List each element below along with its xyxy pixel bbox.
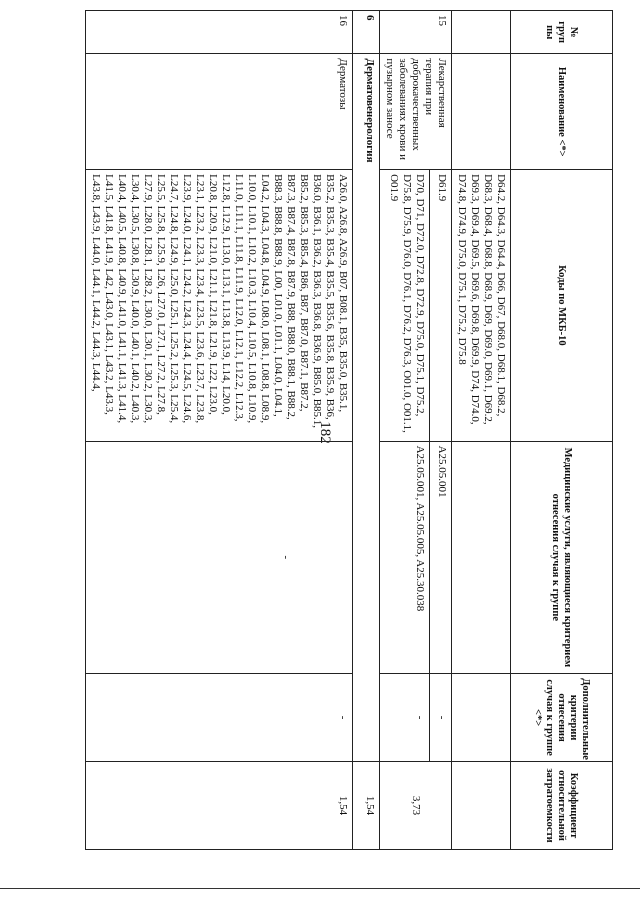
cell-codes: A26.0, A26.8, A26.9, B07, B08.1, B35, B35.0, B35.1, B35.2, B35.3, B35.4, B35.5, B35.6, B35.8, B35.9, B36, B36.0, B36.1, B36.2, B36.3, B36.8, B36.9, B85.0, B85.1, B85.2, B85.3, B85.4, B86, B87, B87.0, B87.1, B87.2, B87.3, B87.4, B87.8, B87.9, B88, B88.0, B88.1, B88.2, B88.3, B88.8, B88.9, L00, L01.0, L01.1, L04.0, L04.1, L04.2, L04.3, L04.8, L04.9, L08.0, L08.1, L08.8, L08.9, L10.0, L10.1, L10.2, L10.3, L10.4, L10.5, L10.8, L10.9, L11.0, L11.1, L11.8, L11.9, L12.0, L12.1, L12.2, L12.3, L12.8, L12.9, L13.0, L13.1, L13.8, L13.9, L14, L20.0, L20.8, L20.9, L21.0, L21.1, L21.8, L21.9, L22, L23.0, L23.1, L23.2, L23.3, L23.4, L23.5, L23.6, L23.7, L23.8, L23.9, L24.0, L24.1, L24.2, L24.3, L24.4, L24.5, L24.6, L24.7, L24.8, L24.9, L25.0, L25.1, L25.2, L25.3, L25.4, L25.5, L25.8, L25.9, L26, L27.0, L27.1, L27.2, L27.8, L27.9, L28.0, L28.1, L28.2, L30.0, L30.1, L30.2, L30.3, L30.4, L30.5, L30.8, L30.9, L40.0, L40.1, L40.2, L40.3, L40.4, L40.5, L40.8, L40.9, L41.0, L41.1, L41.3, L41.4, L41.5, L41.8, L41.9, L42, L43.0, L43.1, L43.2, L43.3, L43.8, L43.9, L44.0, L44.1, L44.2, L44.3, L44.4, [86,170,353,442]
cell-services [452,441,511,674]
section-name: Дерматовенерология [353,54,380,762]
cell-additional: - [430,674,452,762]
cell-services: - [86,441,353,674]
cell-coef [452,762,511,850]
table-row [430,11,452,850]
cell-additional: - [380,674,430,762]
table-row [452,11,511,850]
header-num: № груп пы [511,11,613,54]
cell-num [452,11,511,54]
rotated-table-wrapper [58,10,613,850]
table-header-row [511,11,613,850]
cell-num: 16 [86,11,353,54]
header-name: Наименование <*> [511,54,613,170]
cell-codes: D61.9 [430,170,452,442]
header-codes: Коды по МКБ-10 [511,170,613,442]
section-coef: 1,54 [353,762,380,850]
header-services: Медицинские услуги, являющиеся критерием отнесения случая к группе [511,441,613,674]
section-num: 6 [353,11,380,54]
cell-codes: D64.2, D64.3, D64.4, D66, D67, D68.0, D68.1, D68.2, D68.3, D68.4, D68.8, D68.9, D69, D69.0, D69.1, D69.2, D69.3, D69.4, D69.5, D69.6, D69.8, D69.9, D74, D74.0, D74.8, D74.9, D75.0, D75.1, D75.2, D75.8 [452,170,511,442]
cell-services: A25.05.001, A25.05.005, A25.30.038 [380,441,430,674]
cell-num: 15 [380,11,452,54]
header-additional: Дополнительные критерии отнесения случая к группе <*> [511,674,613,762]
cell-services: A25.05.001 [430,441,452,674]
section-row [353,11,380,850]
cell-coef: 1,54 [86,762,353,850]
cell-additional [452,674,511,762]
table-row [86,11,353,850]
page-bottom-rule [0,888,640,889]
page-number: 182 [316,421,333,444]
cell-name: Лекарственная терапия при доброкачественных заболеваниях крови и пузырном заносе [380,54,452,170]
drg-table [85,10,613,850]
cell-name: Дерматозы [86,54,353,170]
cell-name [452,54,511,170]
cell-coef: 3,73 [380,762,452,850]
cell-additional: - [86,674,353,762]
header-coef: Коэффициент относительной затратоемкости [511,762,613,850]
cell-codes: D70, D71, D72.0, D72.8, D72.9, D75.0, D75.1, D75.2, D75.8, D75.9, D76.0, D76.1, D76.2, D76.3, O01.0, O01.1, O01.9 [380,170,430,442]
